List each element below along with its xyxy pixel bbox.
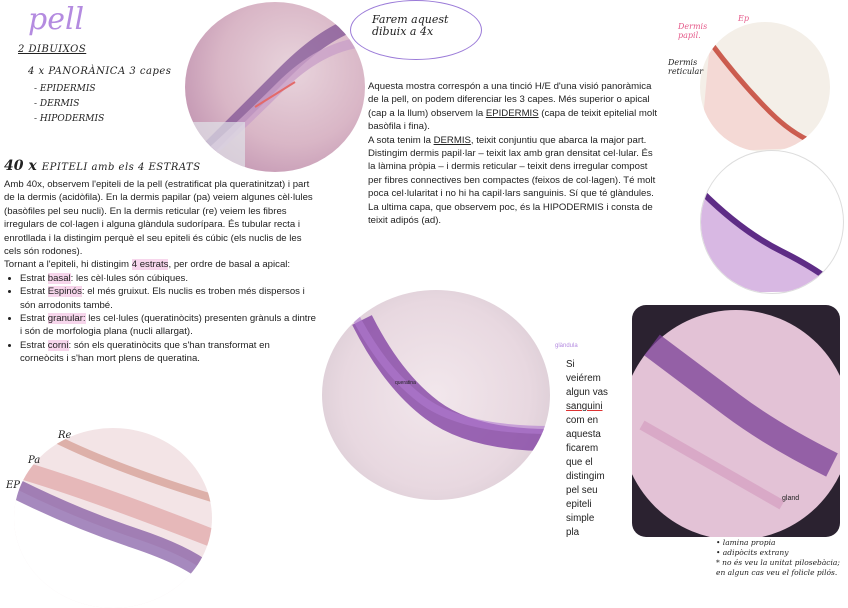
label-glandula: glàndula [555,343,578,349]
side-note-line: aquesta [566,429,601,440]
side-note-line: epiteli [566,499,592,510]
side-note-line: ficarem [566,443,599,454]
micrograph-40x-art [322,290,550,500]
li-post: les cel·lules (queratinòcits) presenten grànuls a dintre i són de morfologia plana (nucli allargat). [20,313,316,338]
drawings-heading: 2 DIBUIXOS [18,44,87,55]
drawing-right-middle-art [701,151,843,293]
drawing-40x-art [14,428,212,608]
para2-highlight: 4 estrats [131,259,169,271]
para2-text: Tornant a l'epiteli, hi distingim [4,259,132,271]
list-item [20,339,316,366]
right-text-7: La ultima capa, que observem poc, és la HIPODERMIS i consta de teixit adipós (ad). [368,201,653,227]
section40-title: EPITELI amb els 4 ESTRATS [41,162,201,173]
section40-body [4,178,316,366]
side-note [566,358,628,540]
drawings-item: - EPIDERMIS [34,84,96,94]
side-note-line: sanguini [566,401,603,412]
side-note-line: com en [566,415,599,426]
li-pre: Estrat [20,339,48,351]
page-title: pell [28,2,85,37]
micrograph-40x [322,290,550,500]
micrograph-right-photo [632,305,840,537]
right-description [368,80,660,227]
label-dermis-reticular: Dermis reticular [668,58,704,76]
label-gland: gland [782,495,800,502]
drawings-item: - HIPODERMIS [34,114,105,124]
li-hl: corni [47,339,69,351]
micrograph-panoramic-art [185,2,365,172]
side-note-line: pla [566,527,580,538]
label-re: Re [58,430,72,441]
label-ep-right: Ep [738,14,749,23]
li-post: : són els queratinòcits que s'han transformat en corneòcits i s'han mort plens de queratina. [20,339,270,365]
section40-para1: Amb 40x, observem l'epiteli de la pell (estratificat pla queratinitzat) i part de la dermis (acidòfila). En la dermis papilar (pa) veiem algunes cèl·lules (basòfiles pel seu nucli). En la dermis reticular (re) veiem les fibres irregulars de col·lagen i alguna glàndula sudorípara. És tubular recta i enrotllada i la distingim perquè el seu epiteli és cúbic (els nuclis de les cels són rodones). [4,179,313,258]
drawing-right-middle [700,150,844,294]
right-text-6: , teixit conjuntiu que abarca la major part. Distingim dermis papil·lar – teixit lax amb gran densitat cel·lular. És la làmina pròpia – i dermis reticular – teixit dens irregular compost per fibres connectives ben compactes (feixos de col·lagen). Té molt poca cel·lularitat i no hi ha capil·lars sanguinis. Sí que té glàndules. [368,134,656,200]
li-hl: Espinós [47,286,82,298]
list-item [20,285,316,312]
bubble-text: Farem aquest dibuix a 4x [372,13,449,38]
section40-magnification: 40 x [4,158,37,174]
right-text-4: A sota tenim la [368,134,434,146]
para2-text-end: , per ordre de basal a apical: [168,259,291,271]
li-hl: granular: [47,313,86,325]
drawing-top-right-art [700,22,830,152]
side-note-line: Si [566,359,575,370]
dermis-term: DERMIS [433,134,471,146]
side-note-line: que el [566,457,593,468]
list-item [20,272,316,285]
bottom-note: * no és veu la unitat pilosebàcia; en algun cas veu el folicle pilós. [716,558,840,577]
drawing-40x [14,428,212,608]
side-note-line: algun vas [566,387,608,398]
li-hl: basal [47,272,71,284]
li-post: : el més gruixut. Els nuclis es troben més dispersos i són arrodonits també. [20,286,305,311]
drawing-top-right [700,22,830,152]
bottom-note: • adipòcits extrany [716,548,789,557]
epidermis-term: EPIDERMIS [485,107,539,119]
side-note-line: veiérem [566,373,601,384]
label-dermis-papil: Dermis papil. [678,22,708,40]
drawings-item: - DERMIS [34,99,80,109]
right-text-3: (capa de teixit epitelial molt basòfila i fina). [368,107,658,133]
drawings-line: 4 x PANORÀNICA 3 capes [28,66,172,77]
bottom-note: • lamina propia [716,538,776,547]
side-note-line: distingim [566,471,605,482]
section40-para2 [4,258,316,271]
list-item [20,312,316,339]
micrograph-right-photo-art [632,305,840,537]
li-post: : les cèl·lules són cúbiques. [70,272,188,284]
side-note-line: simple [566,513,595,524]
right-text-1: Més superior o apical (cap a la llum) observem la [368,94,650,119]
right-text-0: Aquesta mostra correspón a una tinció H/E d'una visió panoràmica de la pell, on podem diferenciar les 3 capes. [368,81,652,106]
micrograph-panoramic [185,2,365,172]
li-pre: Estrat [20,272,48,284]
bottom-notes [716,538,846,578]
estrats-list [4,272,316,366]
label-pa: Pa [28,455,41,466]
drawings-items [34,82,104,127]
li-pre: Estrat [20,286,48,298]
section40-heading [4,155,201,174]
li-pre: Estrat [20,313,48,325]
label-queratina: queratina [395,380,416,386]
side-note-line: pel seu [566,485,598,496]
label-ep: EP [6,480,21,491]
